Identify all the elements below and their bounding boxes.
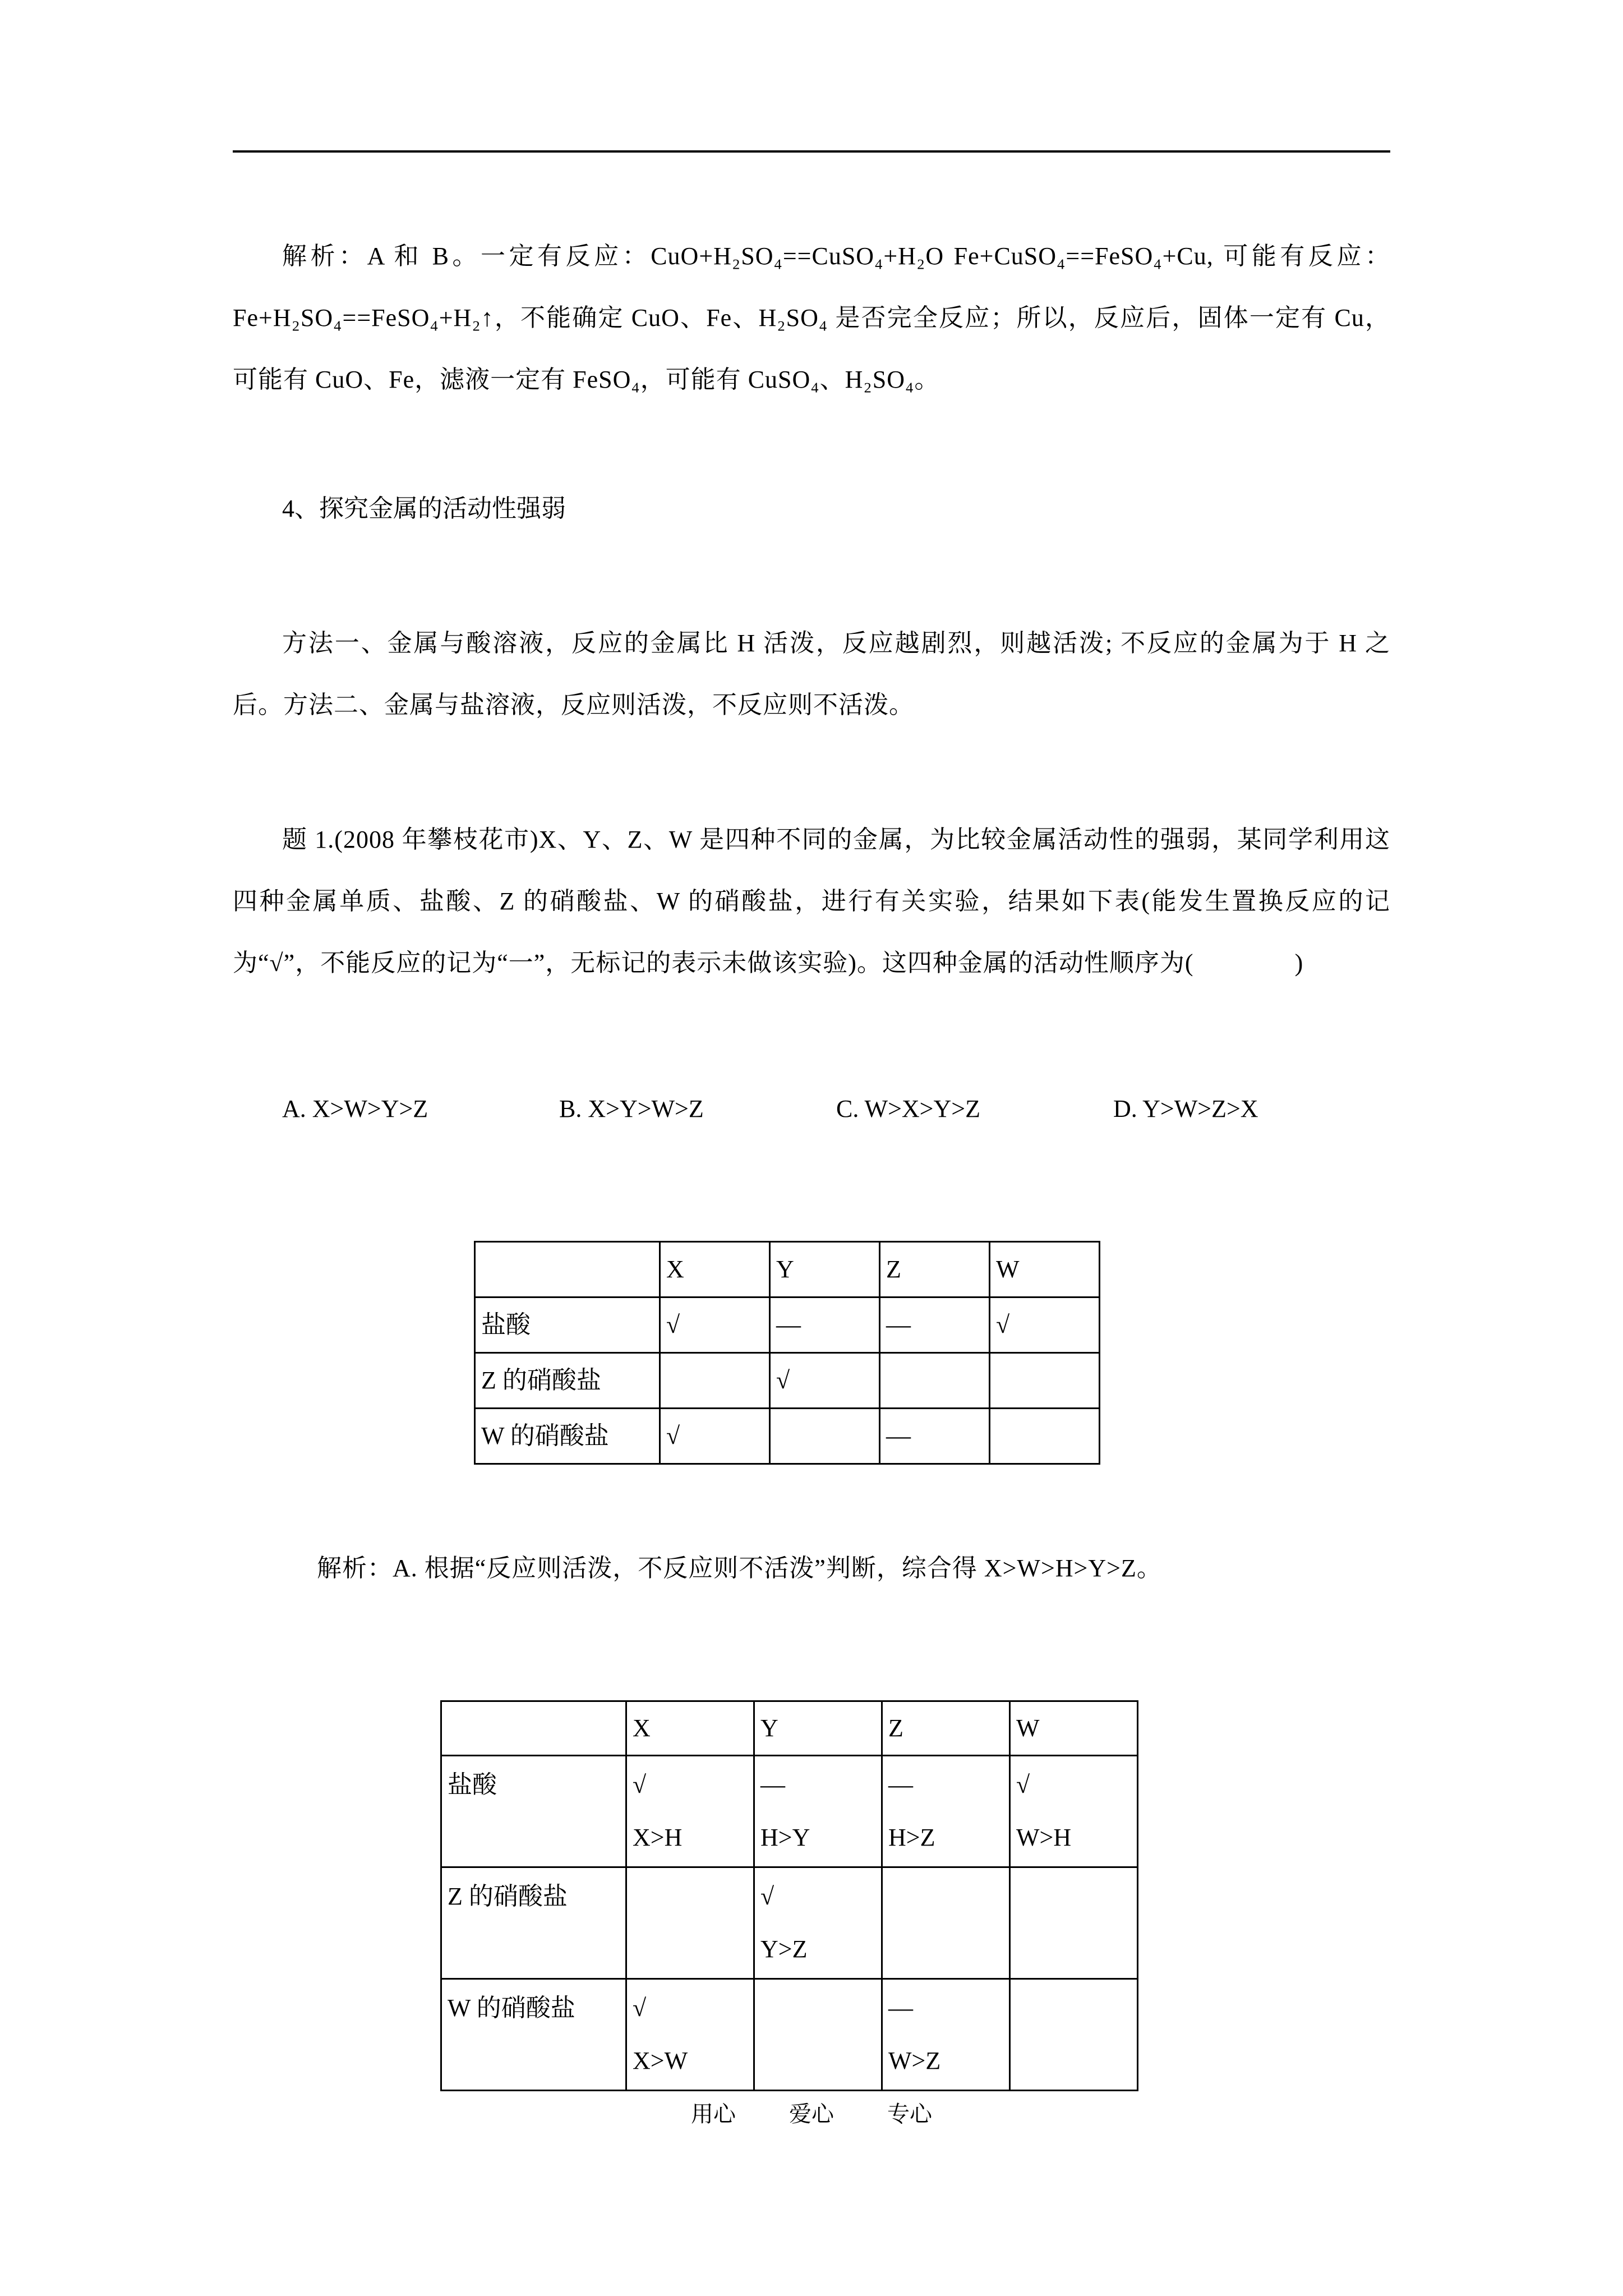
cell-mark [1016,1870,1131,1923]
table-row-hcl [441,1756,1138,1867]
cell-relation: Y>Z [760,1935,808,1963]
row-label: 盐酸 [441,1756,626,1867]
table-header-row [441,1701,1138,1756]
table-cell: — [880,1297,990,1353]
option-d: D. Y>W>Z>X [1113,1095,1258,1122]
cell-relation: H>Y [760,1824,810,1851]
table-cell [880,1353,990,1409]
table-cell: — [770,1297,880,1353]
table-cell [626,1867,754,1979]
table-row-w-nitrate [441,1979,1138,2091]
table-header-cell [441,1701,626,1756]
table-cell [660,1353,770,1409]
cell-mark: — [888,1771,913,1798]
option-a: A. X>W>Y>Z [282,1095,428,1122]
cell-mark: — [760,1771,785,1798]
page-footer [0,2101,1623,2128]
analysis-paragraph-1: 解析：A 和 B。一定有反应：CuO+H₂SO₄==CuSO₄+H₂O Fe+CuSO₄==FeSO₄+Cu, 可能有反应：Fe+H₂SO₄==FeSO₄+H₂↑，不能确定 CuO、Fe、H₂SO₄ 是否完全反应；所以，反应后，固体一定有 Cu，可能有 CuO、Fe，滤液一定有 FeSO₄，可能有 CuSO₄、H₂SO₄。 [233,242,1390,393]
table-header-row [475,1242,1100,1297]
table-header-cell-x: X [660,1242,770,1297]
cell-mark: √ [633,1994,647,2022]
cell-relation [760,2035,875,2087]
cell-mark [888,1870,1003,1923]
option-b: B. X>Y>W>Z [559,1095,704,1122]
cell-relation: X>W [633,2047,688,2074]
cell-mark: √ [760,1883,774,1910]
table-cell: √ [660,1297,770,1353]
footer-item: 用心 [691,2101,736,2127]
table-header-cell-w: W [1010,1701,1138,1756]
cell-relation: H>Z [888,1824,935,1851]
cell-mark [1016,1982,1131,2035]
table-header-cell-w: W [990,1242,1100,1297]
header-rule [233,150,1390,153]
cell-relation [1016,2035,1131,2087]
section-heading: 4、探究金属的活动性强弱 [282,495,566,522]
table-cell [626,1756,754,1867]
table-cell [1010,1756,1138,1867]
table-header-cell-z: Z [880,1242,990,1297]
row-label: Z 的硝酸盐 [475,1353,660,1409]
table-header-cell-y: Y [770,1242,880,1297]
row-label: W 的硝酸盐 [475,1409,660,1464]
table-cell [882,1756,1010,1867]
table-cell [754,1979,882,2091]
table-cell: — [880,1409,990,1464]
table-cell [770,1409,880,1464]
detailed-results-table [440,1700,1138,2091]
methods-paragraph: 方法一、金属与酸溶液，反应的金属比 H 活泼，反应越剧烈，则越活泼; 不反应的金属为于 H 之后。方法二、金属与盐溶液，反应则活泼，不反应则不活泼。 [233,629,1390,719]
table-cell [990,1353,1100,1409]
cell-relation [888,1923,1003,1976]
row-label: Z 的硝酸盐 [441,1867,626,1979]
footer-item: 专心 [887,2101,932,2127]
table-cell: √ [990,1297,1100,1353]
table-row-hcl [475,1297,1100,1353]
row-label: 盐酸 [475,1297,660,1353]
cell-relation: W>Z [888,2047,941,2074]
cell-relation [633,1923,748,1976]
footer-item: 爱心 [789,2101,834,2127]
cell-mark: √ [633,1771,647,1798]
table-cell [882,1979,1010,2091]
table-row-z-nitrate [475,1353,1100,1409]
results-table [474,1241,1100,1465]
cell-mark [633,1870,748,1923]
cell-relation: X>H [633,1824,683,1851]
table-header-cell [475,1242,660,1297]
table-row-z-nitrate [441,1867,1138,1979]
table-header-cell-z: Z [882,1701,1010,1756]
table-cell [1010,1867,1138,1979]
table-cell: √ [770,1353,880,1409]
table-cell [1010,1979,1138,2091]
cell-mark: √ [1016,1771,1030,1798]
table-cell: √ [660,1409,770,1464]
option-c: C. W>X>Y>Z [836,1095,980,1122]
cell-relation: W>H [1016,1824,1072,1851]
table-cell [754,1756,882,1867]
table-cell [882,1867,1010,1979]
table-header-cell-y: Y [754,1701,882,1756]
answer-options [233,1078,1390,1140]
analysis-paragraph-2: 解析：A. 根据“反应则活泼，不反应则不活泼”判断，综合得 X>W>H>Y>Z。 [317,1554,1162,1582]
cell-mark [760,1982,875,2035]
table-cell [626,1979,754,2091]
table-header-cell-x: X [626,1701,754,1756]
row-label: W 的硝酸盐 [441,1979,626,2091]
page-content [0,150,1623,2091]
question-paragraph: 题 1.(2008 年攀枝花市)X、Y、Z、W 是四种不同的金属，为比较金属活动性的强弱，某同学利用这四种金属单质、盐酸、Z 的硝酸盐、W 的硝酸盐，进行有关实验，结果如下表(能发生置换反应的记为“√”，不能反应的记为“一”，无标记的表示未做该实验)。这四种金属的活动性顺序为( ) [233,826,1390,977]
table-cell [754,1867,882,1979]
table-row-w-nitrate [475,1409,1100,1464]
table-cell [990,1409,1100,1464]
cell-mark: — [888,1994,913,2022]
cell-relation [1016,1923,1131,1976]
